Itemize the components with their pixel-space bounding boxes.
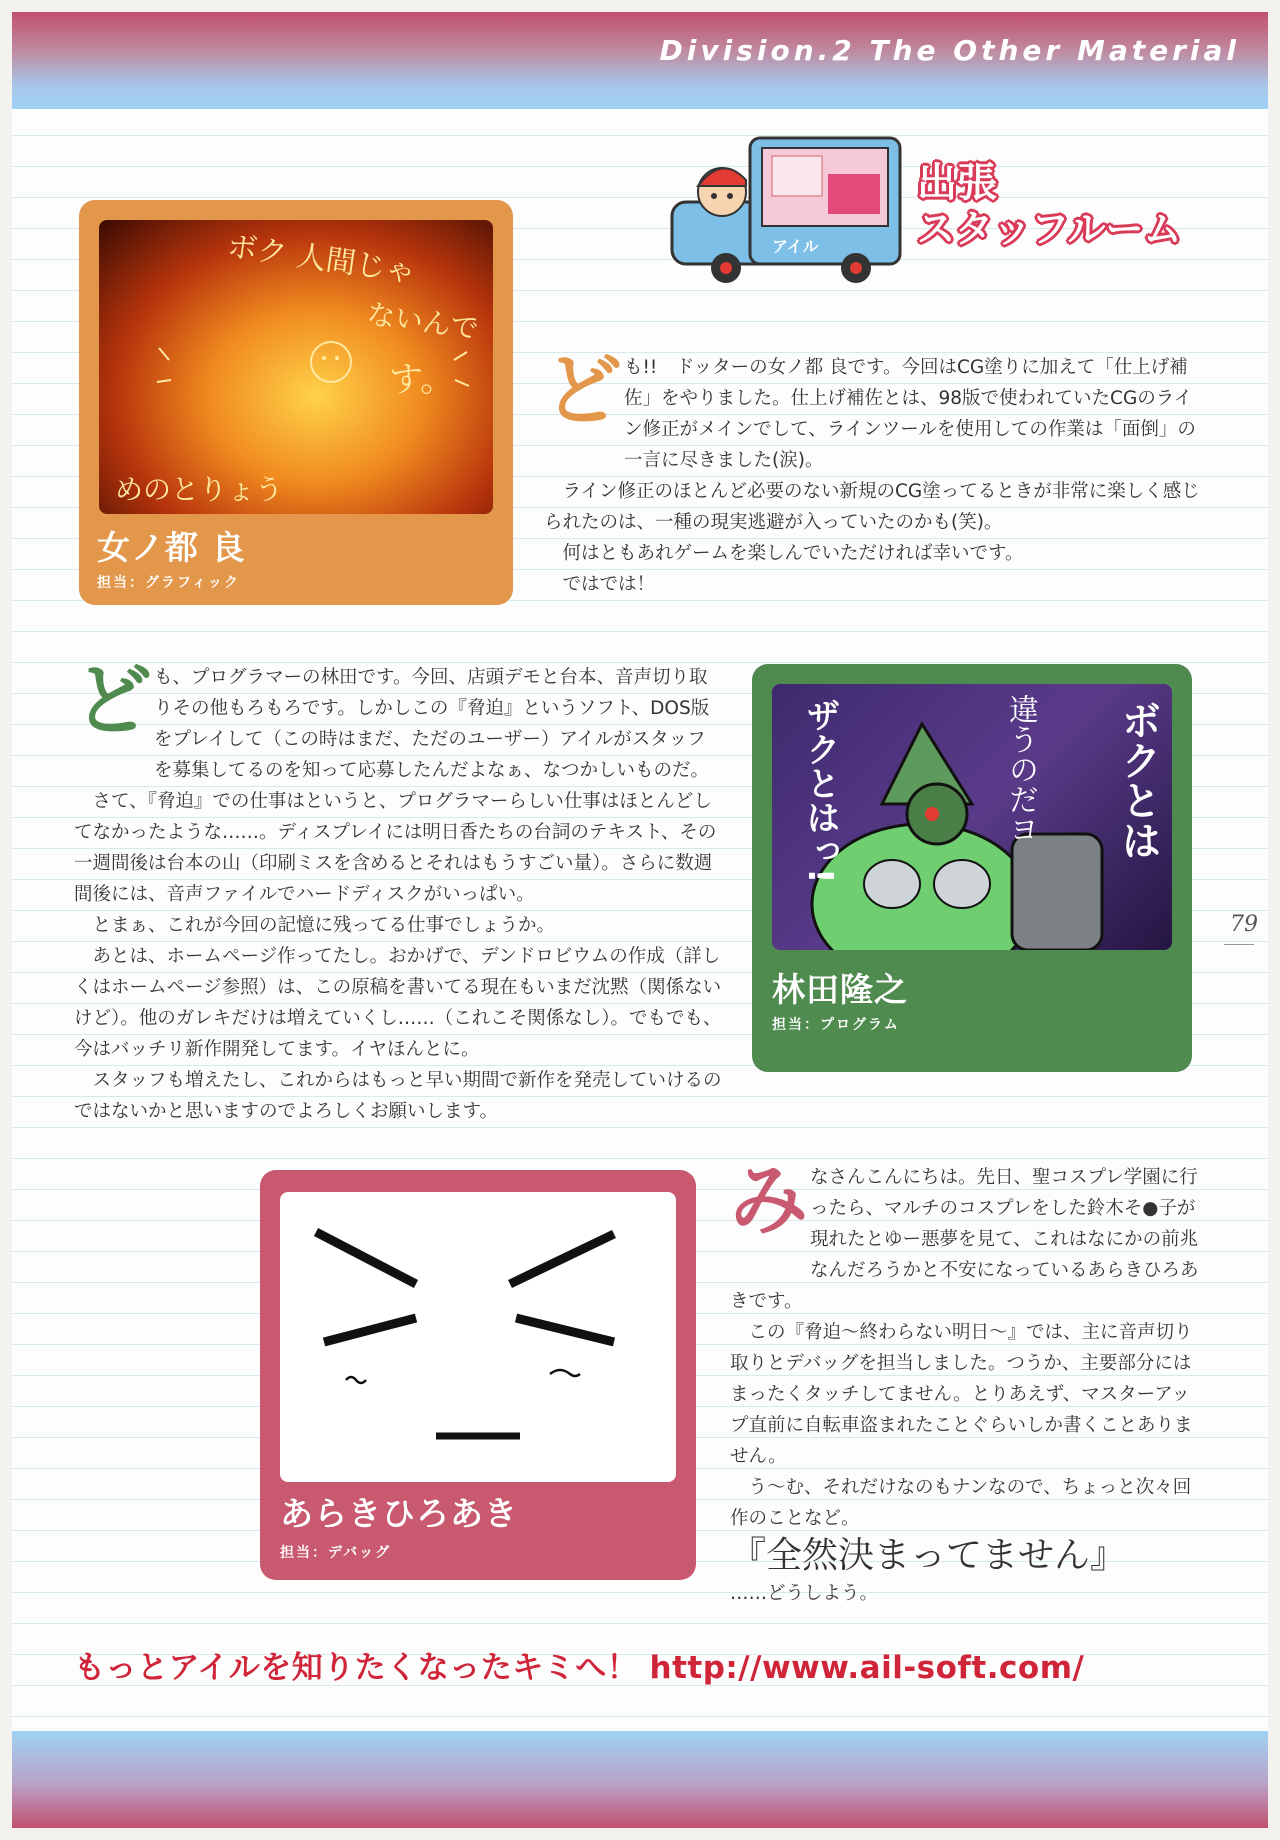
dropcap: み	[730, 1156, 809, 1246]
photo-caption-2: 違うのだヨ	[1003, 694, 1038, 844]
footer-band	[12, 1731, 1268, 1828]
staff-comment-araki	[730, 1156, 1208, 1609]
emphasis-text: 『全然決まってません』	[730, 1535, 1127, 1576]
profile-card-hayashida	[752, 664, 1192, 1072]
page-number: 79	[1230, 912, 1258, 937]
paragraph: ライン修正のほとんど必要のない新規のCG塗ってるときが非常に楽しく感じられたのは、一種の現実逃避が入っていたのかも(笑)。	[544, 481, 1200, 533]
profile-photo-robot	[772, 684, 1172, 950]
paragraph: 何はともあれゲームを楽しんでいただければ幸いです。	[562, 543, 1024, 564]
paragraph: スタッフも増えたし、これからはもっと早い期間で新作を発売していけるのではないかと思いますのでよろしくお願いします。	[74, 1070, 722, 1122]
truck-label: アイル	[772, 237, 819, 256]
page-number-rule	[1224, 944, 1254, 945]
profile-photo-fire	[99, 220, 493, 514]
page	[12, 12, 1268, 1828]
paragraph: も!! ドッターの女ノ都 良です。今回はCG塗りに加えて「仕上げ補佐」をやりました。仕上げ補佐とは、98版で使われていたCGのライン修正がメインでして、ラインツールを使用しての作業は「面倒」の一言に尽きました(涙)。	[624, 357, 1196, 471]
paragraph: さて、『脅迫』での仕事はというと、プログラマーらしい仕事はほとんどしてなかったような……。ディスプレイには明日香たちの台詞のテキスト、その一週間後は台本の山（印刷ミスを含めるとそれはもうすごい量）。さらに数週間後には、音声ファイルでハードディスクがいっぱい。	[74, 791, 717, 905]
staff-role: 担当：グラフィック	[97, 575, 240, 591]
paragraph: あとは、ホームページ作ってたし。おかげで、デンドロビウムの作成（詳しくはホームページ参照）は、この原稿を書いてる現在もいまだ沈黙（関係ないけど）。他のガレキだけは増えていくし……（これこそ関係なし）。でもでも、今はバッチリ新作開発してます。イヤほんとに。	[74, 946, 722, 1060]
staff-name: 女ノ都 良	[97, 528, 246, 567]
staff-role: 担当：デバッグ	[280, 1545, 392, 1561]
paragraph: この『脅迫～終わらない明日～』では、主に音声切り取りとデバッグを担当しました。つうか、主要部分にはまったくタッチしてません。とりあえず、マスターアップ直前に自転車盗まれたことぐらいしか書くことありません。	[730, 1322, 1193, 1467]
closing-text: ……どうしよう。	[730, 1583, 879, 1604]
staff-comment-hayashida	[74, 656, 722, 1127]
staff-name: あらきひろあき	[280, 1494, 518, 1533]
photo-caption-3: ザクとはっ!	[800, 698, 840, 884]
photo-caption-1: ボクとは	[1115, 700, 1161, 860]
photo-caption-3: す。	[389, 360, 455, 400]
staff-name: 林田隆之	[772, 970, 908, 1009]
dropcap: ど	[74, 656, 153, 746]
paragraph: ではでは！	[562, 574, 656, 595]
paragraph: とまぁ、これが今回の記憶に残ってる仕事でしょうか。	[92, 915, 556, 936]
profile-card-araki	[260, 1170, 696, 1580]
truck-illustration	[668, 134, 908, 284]
photo-caption-1: ボク 人間じゃ	[224, 228, 418, 290]
dropcap: ど	[544, 346, 623, 436]
staff-role: 担当：プログラム	[772, 1017, 900, 1033]
profile-photo-face	[280, 1192, 676, 1482]
paragraph: も、プログラマーの林田です。今回、店頭デモと台本、音声切り取りその他もろもろです。しかしこの『脅迫』というソフト、DOS版をプレイして（この時はまだ、ただのユーザー）アイルがスタッフを募集してるのを知って応募したんだよなぁ、なつかしいものだ。	[154, 667, 710, 781]
staff-room-title	[917, 160, 1217, 252]
footer-website-link[interactable]: もっとアイルを知りたくなったキミへ！ http://www.ail-soft.com/	[74, 1650, 1085, 1686]
photo-signature: めのとりょう	[115, 473, 284, 506]
section-title: Division.2 The Other Material	[659, 34, 1240, 67]
paragraph: う～む、それだけなのもナンなので、ちょっと次々回作のことなど。	[730, 1477, 1192, 1529]
photo-caption-2: ないんで	[365, 297, 481, 346]
staff-room-title-line2: スタッフルーム	[917, 207, 1182, 251]
profile-card-menoto	[79, 200, 513, 605]
staff-comment-menoto	[544, 346, 1204, 600]
paragraph: なさんこんにちは。先日、聖コスプレ学園に行ったら、マルチのコスプレをした鈴木そ●子が現れたとゆー悪夢を見て、これはなにかの前兆なんだろうかと不安になっているあらきひろあきです。	[730, 1167, 1199, 1312]
staff-room-title-line1: 出張	[917, 160, 997, 206]
